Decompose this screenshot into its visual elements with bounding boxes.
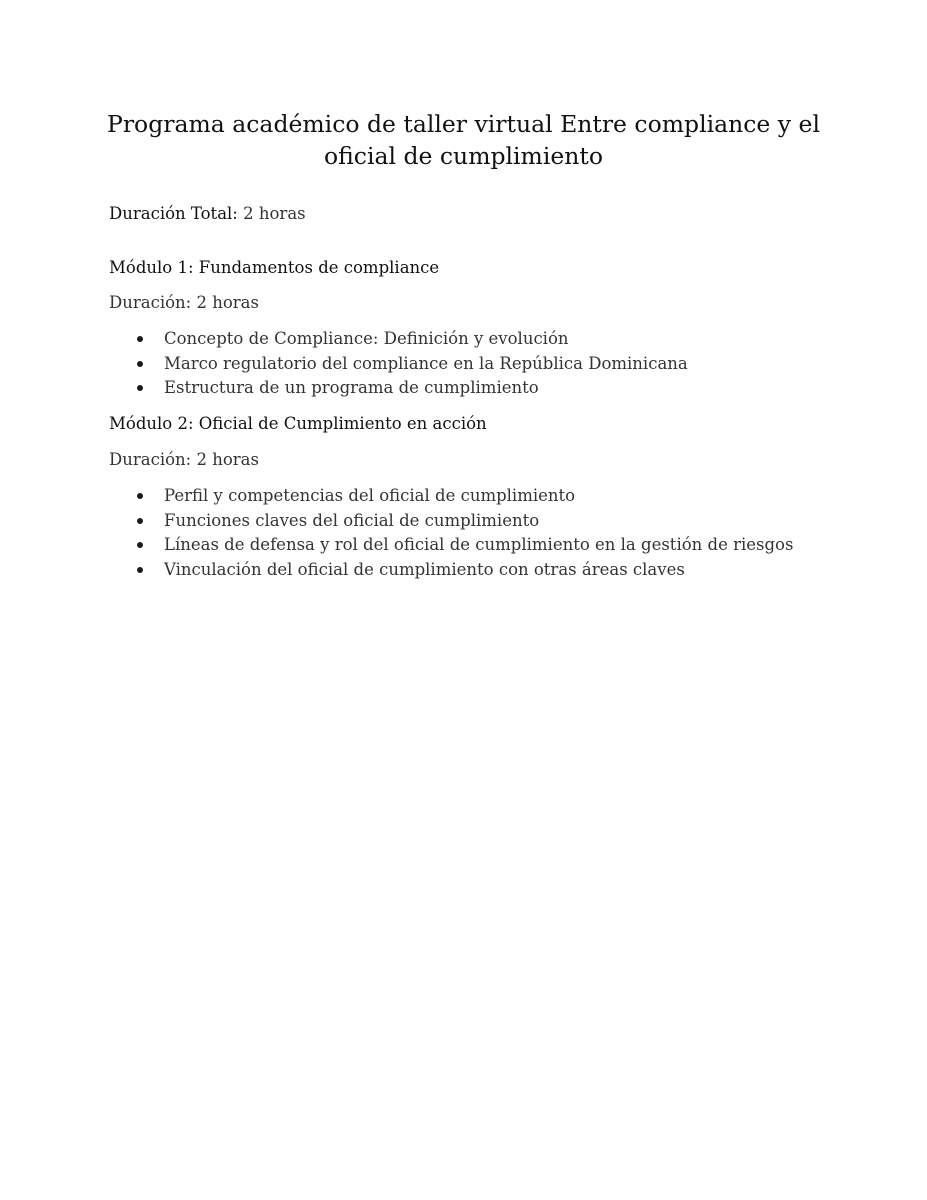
list-item-text: Concepto de Compliance: Definición y evolución xyxy=(164,329,569,348)
bullet-icon xyxy=(137,385,143,391)
list-item xyxy=(137,533,793,558)
module-2-heading: Módulo 2: Oficial de Cumplimiento en acción xyxy=(109,414,487,433)
module-2-duration: Duración: 2 horas xyxy=(109,450,259,469)
list-item xyxy=(137,558,793,583)
total-duration-value: 2 horas xyxy=(243,204,306,223)
module-1-duration: Duración: 2 horas xyxy=(109,293,259,312)
module-1-heading: Módulo 1: Fundamentos de compliance xyxy=(109,258,440,277)
total-duration xyxy=(109,202,306,226)
list-item xyxy=(137,376,688,401)
bullet-icon xyxy=(137,518,143,524)
bullet-icon xyxy=(137,336,143,342)
document-title: Programa académico de taller virtual Entre compliance y el oficial de cumplimiento xyxy=(107,110,820,170)
list-item-text: Vinculación del oficial de cumplimiento con otras áreas claves xyxy=(164,559,685,579)
list-item xyxy=(137,327,688,352)
list-item-text: Líneas de defensa y rol del oficial de cumplimiento en la gestión de riesgos xyxy=(164,535,794,554)
bullet-icon xyxy=(137,542,143,548)
list-item xyxy=(137,352,688,377)
list-item-text: Funciones claves del oficial de cumplimiento xyxy=(164,510,540,530)
bullet-icon xyxy=(137,567,143,573)
list-item xyxy=(137,484,793,509)
total-duration-label: Duración Total: xyxy=(109,204,238,223)
list-item xyxy=(137,509,793,534)
list-item-text: Marco regulatorio del compliance en la República Dominicana xyxy=(164,353,688,373)
bullet-icon xyxy=(137,361,143,367)
list-item-text: Perfil y competencias del oficial de cumplimiento xyxy=(164,486,576,505)
list-item-text: Estructura de un programa de cumplimiento xyxy=(164,378,539,397)
module-2-topic-list xyxy=(137,484,793,582)
module-1-topic-list xyxy=(137,327,688,401)
bullet-icon xyxy=(137,493,143,499)
